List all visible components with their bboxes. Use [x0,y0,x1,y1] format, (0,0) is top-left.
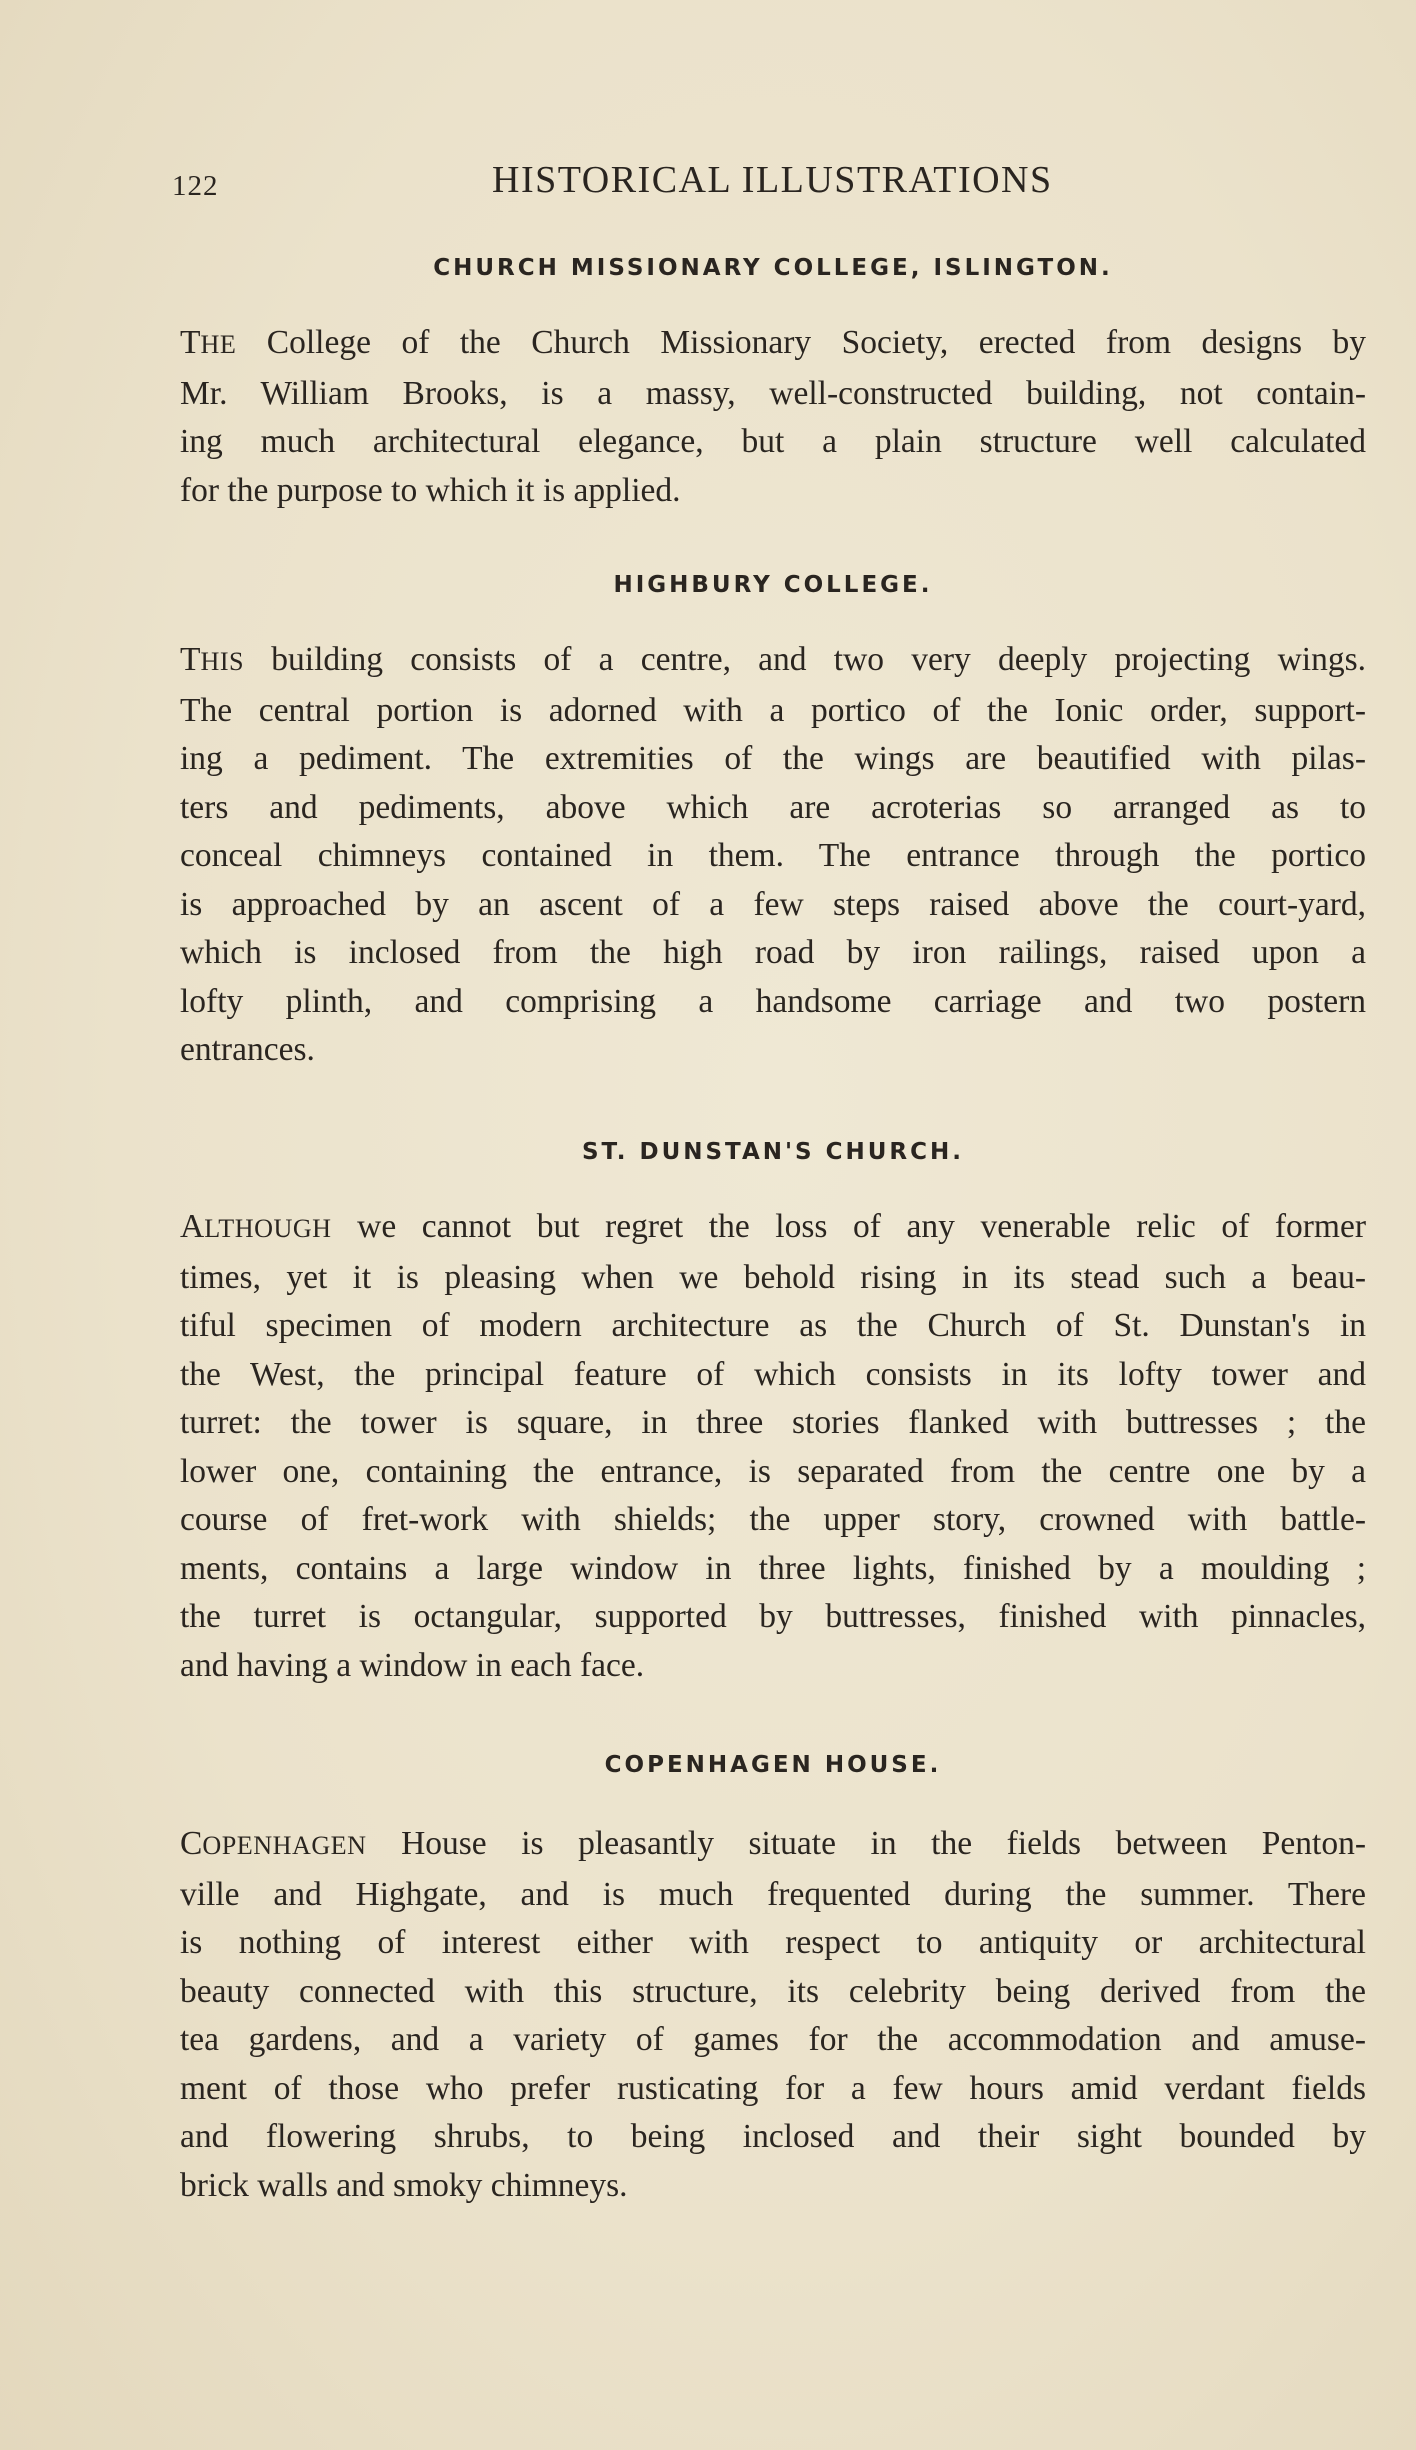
lead-smallcaps: OPENHAGEN [202,1831,367,1860]
paragraph-line: which is inclosed from the high road by iron railings, raised upon a [180,934,1366,971]
paragraph-line: the West, the principal feature of which consists in its lofty tower and [180,1355,1366,1393]
section-copenhagen-house [180,1752,1366,2210]
paragraph-line: brick walls and smoky chimneys. [180,2166,628,2204]
section-heading: ST. DUNSTAN'S CHURCH. [581,1139,965,1165]
lead-smallcaps: HE [200,330,237,359]
lead-initial: C [180,1825,203,1862]
section-paragraph [180,1820,1366,2210]
lead-initial: T [180,641,201,678]
paragraph-line: entrances. [180,1031,315,1068]
line-text: House is pleasantly situate in the fields between Penton- [366,1825,1366,1862]
paragraph-line: tea gardens, and a variety of games for the accommodation and amuse- [180,2021,1366,2058]
section-paragraph [180,636,1366,1075]
section-church-missionary-college [180,255,1366,515]
paragraph-line [180,636,1366,687]
section-heading: COPENHAGEN HOUSE. [604,1752,942,1778]
running-title: HISTORICAL ILLUSTRATIONS [492,159,1053,201]
paragraph-line [180,1203,1366,1254]
paragraph-line: beauty connected with this structure, its celebrity being derived from the [180,1972,1366,2010]
lead-smallcaps: LTHOUGH [204,1214,332,1243]
section-heading: CHURCH MISSIONARY COLLEGE, ISLINGTON. [433,255,1113,281]
paragraph-line: is nothing of interest either with respect to antiquity or architectural [180,1924,1366,1961]
paragraph-line: Mr. William Brooks, is a massy, well-constructed building, not contain- [180,374,1366,412]
paragraph-line [180,319,1366,370]
paragraph-line: ing a pediment. The extremities of the wings are beautified with pilas- [180,740,1366,777]
paragraph-line: and having a window in each face. [180,1646,645,1684]
paragraph-line: ters and pediments, above which are acroterias so arranged as to [180,788,1366,826]
section-heading: HIGHBURY COLLEGE. [613,572,933,598]
paragraph-line: ment of those who prefer rusticating for a few hours amid verdant fields [180,2069,1366,2107]
paragraph-line [180,1820,1366,1871]
paragraph-line: ments, contains a large window in three lights, finished by a moulding ; [180,1549,1366,1587]
line-text: we cannot but regret the loss of any venerable relic of former [331,1208,1366,1245]
paragraph-line: turret: the tower is square, in three stories flanked with buttresses ; the [180,1404,1366,1441]
section-highbury-college [180,572,1366,1075]
section-st-dunstans-church [180,1139,1366,1690]
page-header [172,158,1372,218]
paragraph-line: tiful specimen of modern architecture as the Church of St. Dunstan's in [180,1307,1366,1344]
section-paragraph [180,1203,1366,1690]
page-number: 122 [172,170,219,202]
lead-initial: A [180,1208,205,1245]
line-text: College of the Church Missionary Society, erected from designs by [236,324,1366,361]
paragraph-line: conceal chimneys contained in them. The entrance through the portico [180,837,1366,874]
paragraph-line: for the purpose to which it is applied. [180,471,681,509]
paragraph-line: is approached by an ascent of a few steps raised above the court-yard, [180,885,1366,923]
paragraph-line: lower one, containing the entrance, is separated from the centre one by a [180,1452,1366,1490]
line-text: building consists of a centre, and two very deeply projecting wings. [244,641,1366,678]
paragraph-line: ing much architectural elegance, but a plain structure well calculated [180,423,1366,460]
paragraph-line: The central portion is adorned with a portico of the Ionic order, support- [180,691,1366,729]
paragraph-line: times, yet it is pleasing when we behold rising in its stead such a beau- [180,1258,1366,1296]
lead-smallcaps: HIS [200,647,245,676]
lead-initial: T [180,324,201,361]
paragraph-line: ville and Highgate, and is much frequented during the summer. There [180,1875,1366,1913]
paragraph-line: lofty plinth, and comprising a handsome carriage and two postern [180,982,1366,1020]
section-paragraph [180,319,1366,515]
paragraph-line: the turret is octangular, supported by buttresses, finished with pinnacles, [180,1598,1366,1635]
paragraph-line: course of fret-work with shields; the upper story, crowned with battle- [180,1501,1366,1538]
paragraph-line: and flowering shrubs, to being inclosed and their sight bounded by [180,2118,1366,2155]
